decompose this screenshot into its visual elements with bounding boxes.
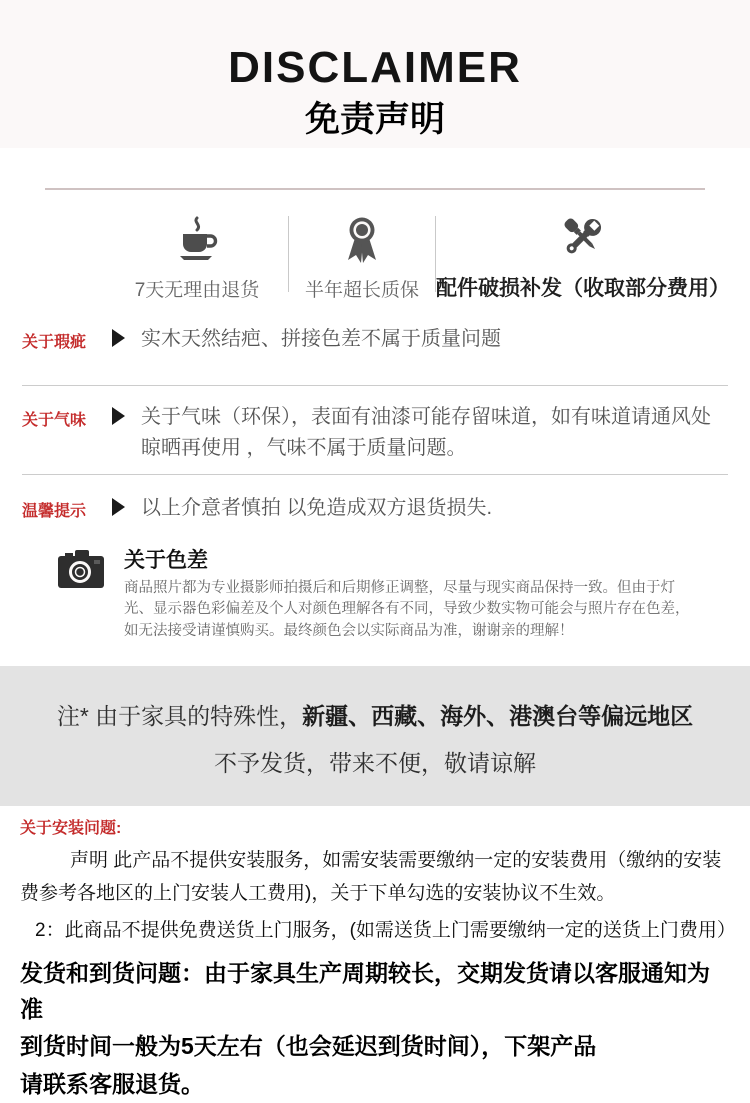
note-text-flaw: 实木天然结疤、拼接色差不属于质量问题: [141, 328, 501, 350]
arrow-right-icon: [112, 407, 125, 425]
coffee-cup-icon: [172, 214, 222, 266]
note-row-flaw: [22, 302, 728, 385]
note-row-odor: [22, 386, 728, 474]
installation-label: 关于安装问题:: [20, 820, 122, 838]
note-row-reminder: [22, 475, 728, 532]
header-divider-line: [45, 188, 705, 190]
arrow-right-icon: [112, 498, 125, 516]
camera-icon: [58, 550, 104, 642]
color-difference-section: [58, 544, 730, 642]
tools-icon: [557, 211, 609, 263]
shipping-line3: 请联系客服退货。: [20, 1071, 204, 1098]
note-text-reminder: 以上介意者慎拍 以免造成双方退货损失.: [141, 497, 493, 519]
shipping-line1: 发货和到货问题：由于家具生产周期较长，交期发货请以客服通知为准: [20, 960, 710, 1022]
service-label-parts: 配件破损补发（收取部分费用）: [436, 277, 730, 300]
disclaimer-header: [0, 0, 750, 148]
service-label-return: 7天无理由退货: [134, 280, 260, 301]
page-title-en: DISCLAIMER: [228, 43, 522, 92]
remote-region-notice: [0, 666, 750, 806]
installation-section: [20, 815, 736, 946]
service-parts-reissue: [436, 206, 730, 302]
medal-icon: [340, 214, 384, 266]
region-notice-line1: [20, 698, 730, 731]
installation-statement: 声明 此产品不提供安装服务，如需安装需要缴纳一定的安装费用（缴纳的安装费参考各地区的上门安装人工费用)，关于下单勾选的安装协议不生效。: [20, 850, 722, 905]
color-note-heading: 关于色差: [124, 549, 208, 572]
region-notice-regions: 新疆、西藏、海外、港澳台等偏远地区: [302, 703, 694, 730]
shipping-section: [20, 956, 730, 1103]
service-label-warranty: 半年超长质保: [304, 280, 419, 301]
region-notice-prefix: 注* 由于家具的特殊性，: [56, 703, 303, 730]
note-label-flaw: 关于瑕疵: [22, 334, 87, 351]
notes-section: [22, 302, 728, 532]
arrow-right-icon: [112, 329, 125, 347]
shipping-line2: 到货时间一般为5天左右（也会延迟到货时间），下架产品: [20, 1033, 597, 1060]
region-notice-line2: 不予发货，带来不便，敬请谅解: [214, 750, 536, 777]
service-return-policy: [106, 206, 288, 302]
color-note-content: [124, 544, 699, 642]
note-label-reminder: 温馨提示: [22, 503, 87, 520]
service-warranty: [289, 206, 435, 302]
service-guarantees-row: [106, 206, 730, 302]
note-label-odor: 关于气味: [22, 412, 87, 429]
color-note-body: 商品照片都为专业摄影师拍摄后和后期修正调整，尽量与现实商品保持一致。但由于灯光、显示器色彩偏差及个人对颜色理解各有不同，导致少数实物可能会与照片存在色差，如无法接受请谨慎购买。最终颜色会以实际商品为准，谢谢亲的理解！: [124, 580, 690, 639]
note-text-odor: 关于气味（环保），表面有油漆可能存留味道，如有味道请通风处晾晒再使用 ，气味不属于质量问题。: [141, 406, 711, 459]
delivery-statement: 2：此商品不提供免费送货上门服务，(如需送货上门需要缴纳一定的送货上门费用）: [35, 919, 736, 941]
page-title-zh: 免责声明: [304, 100, 445, 139]
